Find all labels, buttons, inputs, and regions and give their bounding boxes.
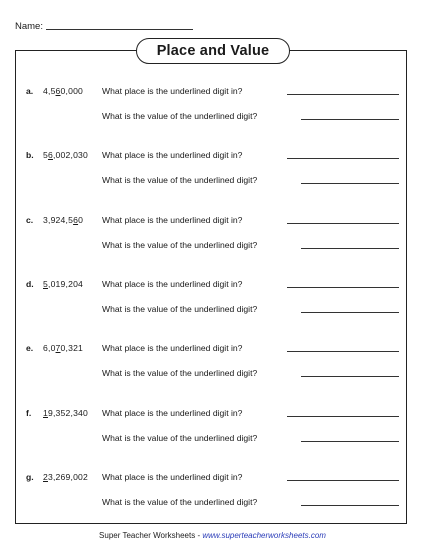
problem-letter: e. <box>26 343 34 354</box>
problem-row-value <box>0 366 425 380</box>
problem-row-value <box>0 495 425 509</box>
problem-row-place <box>0 341 425 355</box>
number-after: 0,321 <box>60 343 84 354</box>
problem-row-value <box>0 302 425 316</box>
place-answer-line[interactable] <box>287 94 399 95</box>
value-answer-line[interactable] <box>301 505 399 506</box>
value-answer-line[interactable] <box>301 441 399 442</box>
problem-number <box>43 215 83 225</box>
number-after: 3,269,002 <box>47 471 89 482</box>
problem-letter: b. <box>26 150 34 161</box>
place-question: What place is the underlined digit in? <box>102 86 243 96</box>
place-answer-line[interactable] <box>287 158 399 159</box>
problem-row-place <box>0 277 425 291</box>
problem-number <box>43 408 88 418</box>
problem-row-value <box>0 173 425 187</box>
place-question: What place is the underlined digit in? <box>102 214 243 225</box>
problem-number <box>43 86 83 96</box>
value-question: What is the value of the underlined digit? <box>102 303 258 314</box>
problem-item <box>0 277 425 327</box>
place-question: What place is the underlined digit in? <box>102 278 243 289</box>
value-question: What is the value of the underlined digit? <box>102 496 258 507</box>
underlined-digit: 1 <box>43 407 48 418</box>
footer-brand: Super Teacher Worksheets - <box>99 531 203 540</box>
problem-row-value <box>0 431 425 445</box>
underlined-digit: 7 <box>55 343 61 354</box>
value-question: What is the value of the underlined digit? <box>102 368 258 379</box>
problem-number <box>43 279 83 289</box>
problem-letter: d. <box>26 278 34 289</box>
number-after: ,002,030 <box>52 150 89 161</box>
value-answer-line[interactable] <box>301 119 399 120</box>
number-before: 3,924,5 <box>43 214 74 225</box>
underlined-digit: 5 <box>43 278 48 289</box>
name-label: Name: <box>15 21 43 32</box>
problem-letter: f. <box>26 407 32 418</box>
value-question: What is the value of the underlined digit? <box>102 175 258 186</box>
value-answer-line[interactable] <box>301 248 399 249</box>
problem-row-place <box>0 470 425 484</box>
problem-row-place <box>0 213 425 227</box>
underlined-digit: 6 <box>55 86 61 96</box>
problem-number <box>43 472 88 482</box>
value-answer-line[interactable] <box>301 312 399 313</box>
number-before: 5 <box>43 150 48 161</box>
worksheet-title: Place and Value <box>136 38 290 64</box>
problem-row-place <box>0 406 425 420</box>
problem-row-value <box>0 238 425 252</box>
place-answer-line[interactable] <box>287 223 399 224</box>
problem-item <box>0 84 425 134</box>
problem-item <box>0 470 425 520</box>
underlined-digit: 2 <box>43 471 48 482</box>
footer-url[interactable]: www.superteacherworksheets.com <box>202 531 326 540</box>
problem-number <box>43 343 83 353</box>
place-answer-line[interactable] <box>287 351 399 352</box>
value-question: What is the value of the underlined digit? <box>102 239 258 250</box>
problem-row-place <box>0 84 425 98</box>
value-answer-line[interactable] <box>301 376 399 377</box>
place-answer-line[interactable] <box>287 287 399 288</box>
problem-item <box>0 213 425 263</box>
place-answer-line[interactable] <box>287 480 399 481</box>
problem-row-value <box>0 109 425 123</box>
number-after: 9,352,340 <box>47 407 89 418</box>
problem-item <box>0 341 425 391</box>
place-answer-line[interactable] <box>287 416 399 417</box>
place-question: What place is the underlined digit in? <box>102 343 243 354</box>
problem-letter: g. <box>26 471 34 482</box>
underlined-digit: 6 <box>73 214 79 225</box>
place-question: What place is the underlined digit in? <box>102 150 243 161</box>
place-question: What place is the underlined digit in? <box>102 407 243 418</box>
problem-row-place <box>0 148 425 162</box>
value-answer-line[interactable] <box>301 183 399 184</box>
value-question: What is the value of the underlined digit? <box>102 111 258 121</box>
value-question: What is the value of the underlined digit? <box>102 432 258 443</box>
number-before: 6,0 <box>43 343 56 354</box>
underlined-digit: 6 <box>47 150 53 161</box>
problem-number <box>43 150 88 160</box>
footer <box>0 531 425 540</box>
problem-item <box>0 406 425 456</box>
name-field[interactable] <box>15 21 193 32</box>
number-after: ,019,204 <box>47 278 84 289</box>
name-line[interactable] <box>46 28 193 30</box>
problem-letter: a. <box>26 86 34 96</box>
place-question: What place is the underlined digit in? <box>102 471 243 482</box>
number-after: 0,000 <box>60 86 84 96</box>
problem-item <box>0 148 425 198</box>
number-after: 0 <box>78 214 84 225</box>
problem-letter: c. <box>26 214 34 225</box>
number-before: 4,5 <box>43 86 56 96</box>
